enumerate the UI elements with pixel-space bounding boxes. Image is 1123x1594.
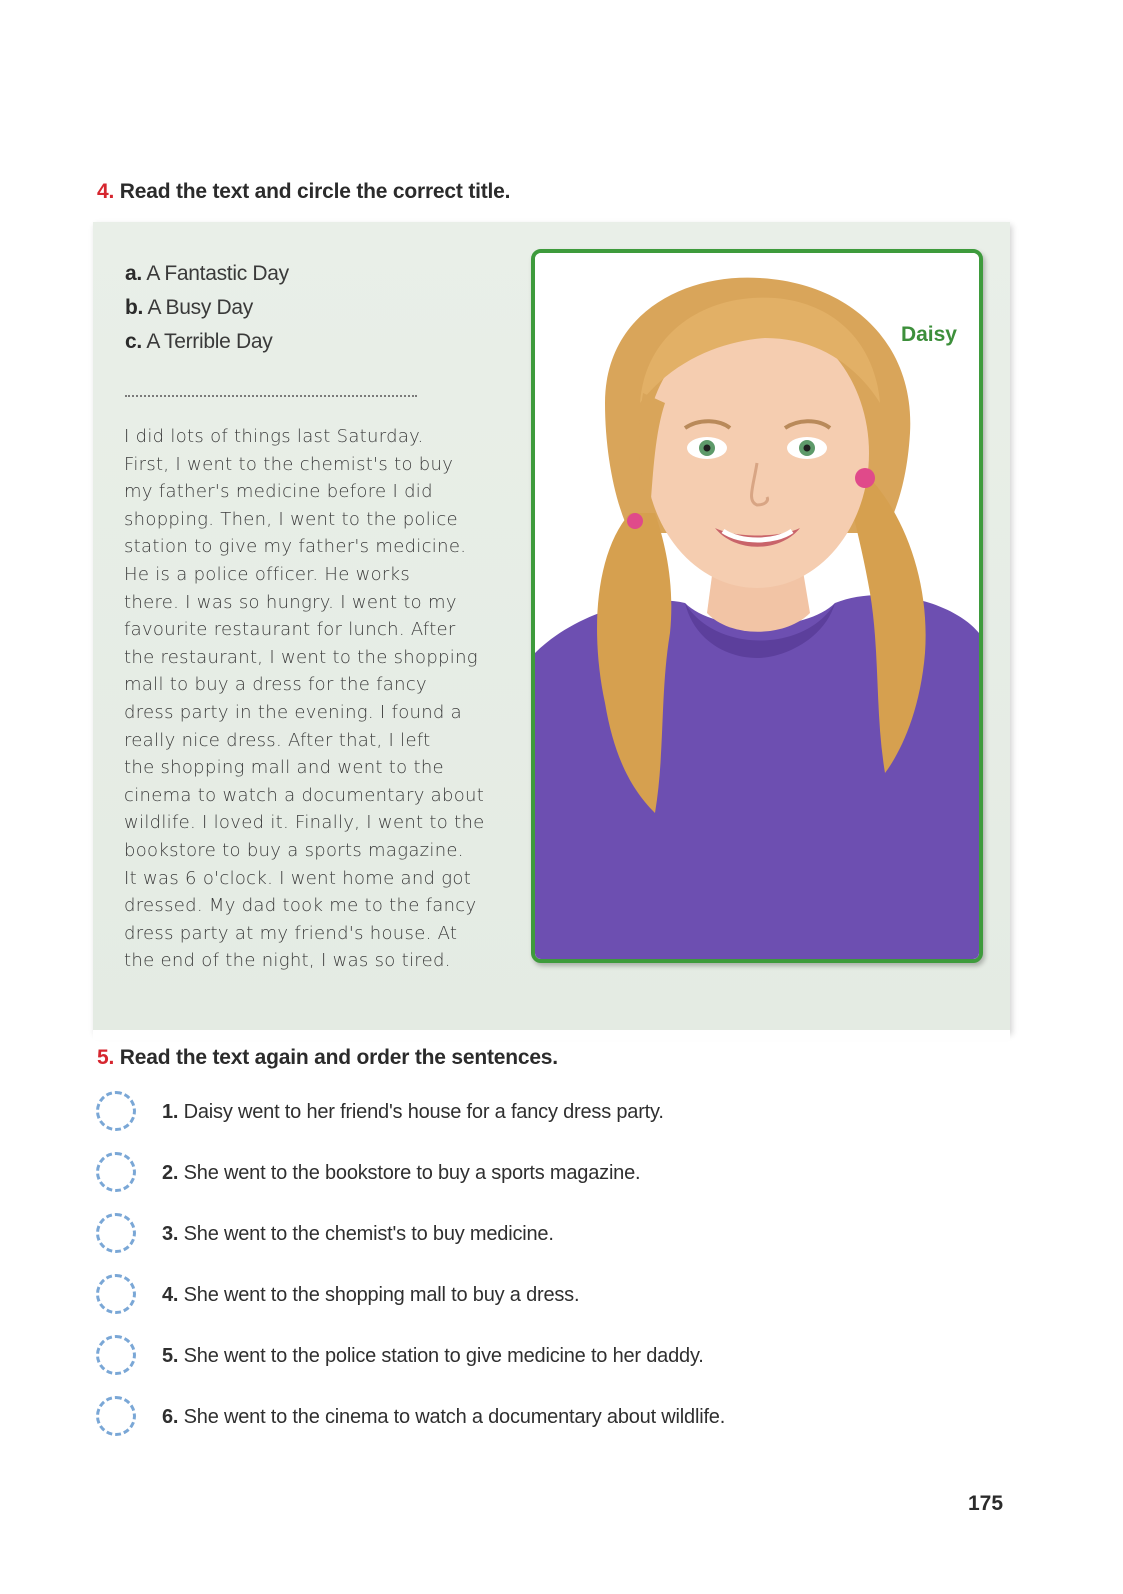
answer-line[interactable] xyxy=(125,395,417,397)
story-line: station to give my father's medicine. xyxy=(124,536,467,558)
story-line: cinema to watch a documentary about xyxy=(124,784,485,806)
page-number: 175 xyxy=(968,1492,1004,1515)
story-line: there. I was so hungry. I went to my xyxy=(124,591,457,613)
girl-portrait-image xyxy=(535,253,979,959)
order-sentence xyxy=(162,1223,554,1246)
order-sentence xyxy=(162,1345,704,1368)
story-line: First, I went to the chemist's to buy xyxy=(124,453,454,475)
sentence-number: 1. xyxy=(162,1101,179,1123)
photo-frame xyxy=(531,249,983,963)
story-line: dress party at my friend's house. At xyxy=(124,922,458,944)
sentence-text: She went to the cinema to watch a documentary about wildlife. xyxy=(183,1406,726,1428)
order-answer-circle[interactable] xyxy=(96,1213,136,1253)
order-sentence xyxy=(162,1101,664,1124)
option-text: A Fantastic Day xyxy=(146,262,289,285)
story-line: wildlife. I loved it. Finally, I went to the xyxy=(124,812,485,834)
story-line: my father's medicine before I did xyxy=(124,481,433,503)
order-item-4 xyxy=(92,1270,852,1332)
story-line: the shopping mall and went to the xyxy=(124,757,444,779)
sentence-text: She went to the police station to give medicine to her daddy. xyxy=(183,1345,704,1367)
story-line: He is a police officer. He works xyxy=(124,563,411,585)
story-line: mall to buy a dress for the fancy xyxy=(124,674,427,696)
option-c[interactable] xyxy=(125,325,289,359)
sentence-number: 5. xyxy=(162,1345,179,1367)
sentence-number: 4. xyxy=(162,1284,179,1306)
order-answer-circle[interactable] xyxy=(96,1396,136,1436)
order-answer-circle[interactable] xyxy=(96,1091,136,1131)
option-letter: a. xyxy=(125,262,142,285)
option-text: A Busy Day xyxy=(147,296,254,319)
order-answer-circle[interactable] xyxy=(96,1274,136,1314)
order-sentence xyxy=(162,1284,579,1307)
option-b[interactable] xyxy=(125,291,289,325)
story-line: favourite restaurant for lunch. After xyxy=(124,619,456,641)
photo-name-label: Daisy xyxy=(900,323,957,346)
exercise-5-instruction xyxy=(97,1046,558,1070)
torn-paper-edge xyxy=(93,1000,1010,1040)
sentence-text: She went to the shopping mall to buy a dress. xyxy=(183,1284,580,1306)
story-text xyxy=(124,423,504,975)
order-item-1 xyxy=(92,1087,852,1149)
story-line: bookstore to buy a sports magazine. xyxy=(124,839,464,861)
order-item-5 xyxy=(92,1331,852,1393)
option-letter: c. xyxy=(125,330,142,353)
order-item-6 xyxy=(92,1392,852,1454)
sentence-number: 2. xyxy=(162,1162,179,1184)
story-line: I did lots of things last Saturday. xyxy=(124,426,424,447)
exercise-5-text: Read the text again and order the sentences. xyxy=(119,1046,558,1069)
option-a[interactable] xyxy=(125,257,289,291)
sentence-text: Daisy went to her friend's house for a fancy dress party. xyxy=(183,1101,664,1123)
story-line: really nice dress. After that, I left xyxy=(124,729,431,751)
order-sentence xyxy=(162,1162,640,1185)
story-line: dressed. My dad took me to the fancy xyxy=(124,895,477,917)
order-item-2 xyxy=(92,1148,852,1210)
exercise-4-instruction xyxy=(97,180,510,204)
order-answer-circle[interactable] xyxy=(96,1152,136,1192)
exercise-4-text: Read the text and circle the correct title. xyxy=(119,180,511,203)
story-line: It was 6 o'clock. I went home and got xyxy=(124,867,472,889)
sentence-text: She went to the chemist's to buy medicine. xyxy=(183,1223,554,1245)
option-text: A Terrible Day xyxy=(146,330,273,353)
story-line: shopping. Then, I went to the police xyxy=(124,508,458,530)
story-line: the end of the night, I was so tired. xyxy=(124,950,451,972)
story-line: dress party in the evening. I found a xyxy=(124,701,462,723)
option-letter: b. xyxy=(125,296,144,319)
story-line: the restaurant, I went to the shopping xyxy=(124,646,478,668)
sentence-number: 6. xyxy=(162,1406,179,1428)
sentence-number: 3. xyxy=(162,1223,179,1245)
order-answer-circle[interactable] xyxy=(96,1335,136,1375)
title-options xyxy=(125,257,289,359)
sentence-text: She went to the bookstore to buy a sports magazine. xyxy=(183,1162,641,1184)
order-sentence xyxy=(162,1406,725,1429)
order-item-3 xyxy=(92,1209,852,1271)
exercise-4-number: 4. xyxy=(97,180,115,203)
exercise-5-number: 5. xyxy=(97,1046,115,1069)
